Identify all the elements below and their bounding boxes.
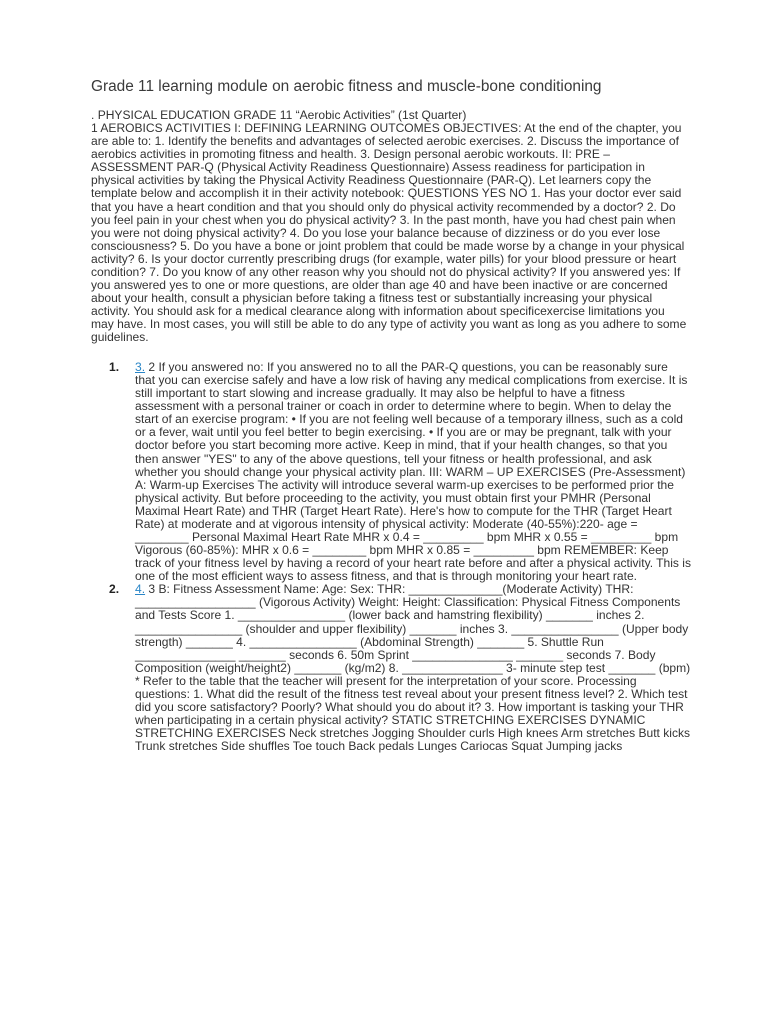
list-item-text: 3 B: Fitness Assessment Name: Age: Sex: THR: ______________(Moderate Activity) THR: __________________ (Vigorous Activity) Weight: Height: Classification: Physical Fitness Components and Tests Score 1. ________________ (lower back and hamstring flexibility) _______ inches 2. ________________ (shoulder and upper flexibility) _______ inches 3. ________________ (Upper body strength) _______ 4. ________________ (Abdominal Strength) _______ 5. Shuttle Run _______________ _______ seconds 6. 50m Sprint _______________ _______ seconds 7. Body Composition (weight/height2) _______ (kg/m2) 8. _______________ 3- minute step test _______ (bpm) * Refer to the table that the teacher will present for the interpretation of your score. Processing questions: 1. What did the result of the fitness test reveal about your present fitness level? 2. Which test did you score satisfactory? Poorly? What should you do about it? 3. How important is tasking your THR when participating in a certain physical activity? STATIC STRETCHING EXERCISES DYNAMIC STRETCHING EXERCISES Neck stretches Jogging Shoulder curls High knees Arm stretches Butt kicks Trunk stretches Side shuffles Toe touch Back pedals Lunges Cariocas Squat Jumping jacks: [135, 582, 691, 754]
list-item-text: 2 If you answered no: If you answered no to all the PAR-Q questions, you can be reasonably sure that you can exercise safely and have a low risk of having any medical complications from exercise. It is still important to start slowing and increase gradually. It may also be helpful to have a fitness assessment with a personal trainer or coach in order to determine where to begin. When to delay the start of an exercise program: • If you are not feeling well because of a temporary illness, such as a cold or a fever, wait until you feel better to begin exercising. • If you are or may be pregnant, talk with your doctor before you start becoming more active. Keep in mind, that if your health changes, so that you then answer "YES" to any of the above questions, tell your fitness or health professional, and ask whether you should change your physical activity plan. III: WARM – UP EXERCISES (Pre-Assessment) A: Warm-up Exercises The activity will introduce several warm-up exercises to be performed prior the physical activity. But before proceeding to the activity, you must obtain first your PMHR (Personal Maximal Heart Rate) and THR (Target Heart Rate). Here's how to compute for the THR (Target Heart Rate) at moderate and at vigorous intensity of physical activity: Moderate (40-55%):220- age = ________ Personal Maximal Heart Rate MHR x 0.4 = _________ bpm MHR x 0.55 = _________ bpm Vigorous (60-85%): MHR x 0.6 = ________ bpm MHR x 0.85 = _________ bpm REMEMBER: Keep track of your fitness level by having a record of your heart rate before and after a physical activity. This is one of the most efficient ways to assess fitness, and that is through monitoring your heart rate.: [135, 360, 691, 584]
intro-text: . PHYSICAL EDUCATION GRADE 11 “Aerobic Activities” (1st Quarter) 1 AEROBICS ACTIVITIES I: DEFINING LEARNING OUTCOMES OBJECTIVES: At the end of the chapter, you are able to: 1. Identify the benefits and advantages of selected aerobic exercises. 2. Discuss the importance of aerobics activities in promoting fitness and health. 3. Design personal aerobic workouts. II: PRE – ASSESSMENT PAR-Q (Physical Activity Readiness Questionnaire) Assess readiness for participation in physical activities by taking the Physical Activity Readiness Questionnaire (PAR-Q). Let learners copy the template below and accomplish it in their activity notebook: QUESTIONS YES NO 1. Has your doctor ever said that you have a heart condition and that you should only do physical activity recommended by a doctor? 2. Do you feel pain in your chest when you do physical activity? 3. In the past month, have you had chest pain when you were not doing physical activity? 4. Do you lose your balance because of dizziness or do you ever lose consciousness? 5. Do you have a bone or joint problem that could be made worse by a change in your physical activity? 6. Is your doctor currently prescribing drugs (for example, water pills) for your blood pressure or heart condition? 7. Do you know of any other reason why you should not do physical activity? If you answered yes: If you answered yes to one or more questions, are older than age 40 and have been inactive or are concerned about your health, consult a physician before taking a fitness test or substantially increasing your physical activity. You should ask for a medical clearance along with information about specificexercise limitations you may have. In most cases, you will still be able to do any type of activity you want as long as you adhere to some guidelines.: [91, 108, 687, 345]
list-item-number: 2.: [109, 582, 120, 597]
list-item: [91, 361, 691, 583]
section-link[interactable]: 4.: [135, 582, 146, 597]
document-title: Grade 11 learning module on aerobic fitness and muscle-bone conditioning: [91, 78, 602, 95]
list-item: [91, 583, 691, 753]
section-link[interactable]: 3.: [135, 360, 146, 374]
numbered-list: [91, 361, 691, 753]
list-item-number: 1.: [109, 360, 120, 374]
intro-paragraph: [91, 109, 689, 344]
